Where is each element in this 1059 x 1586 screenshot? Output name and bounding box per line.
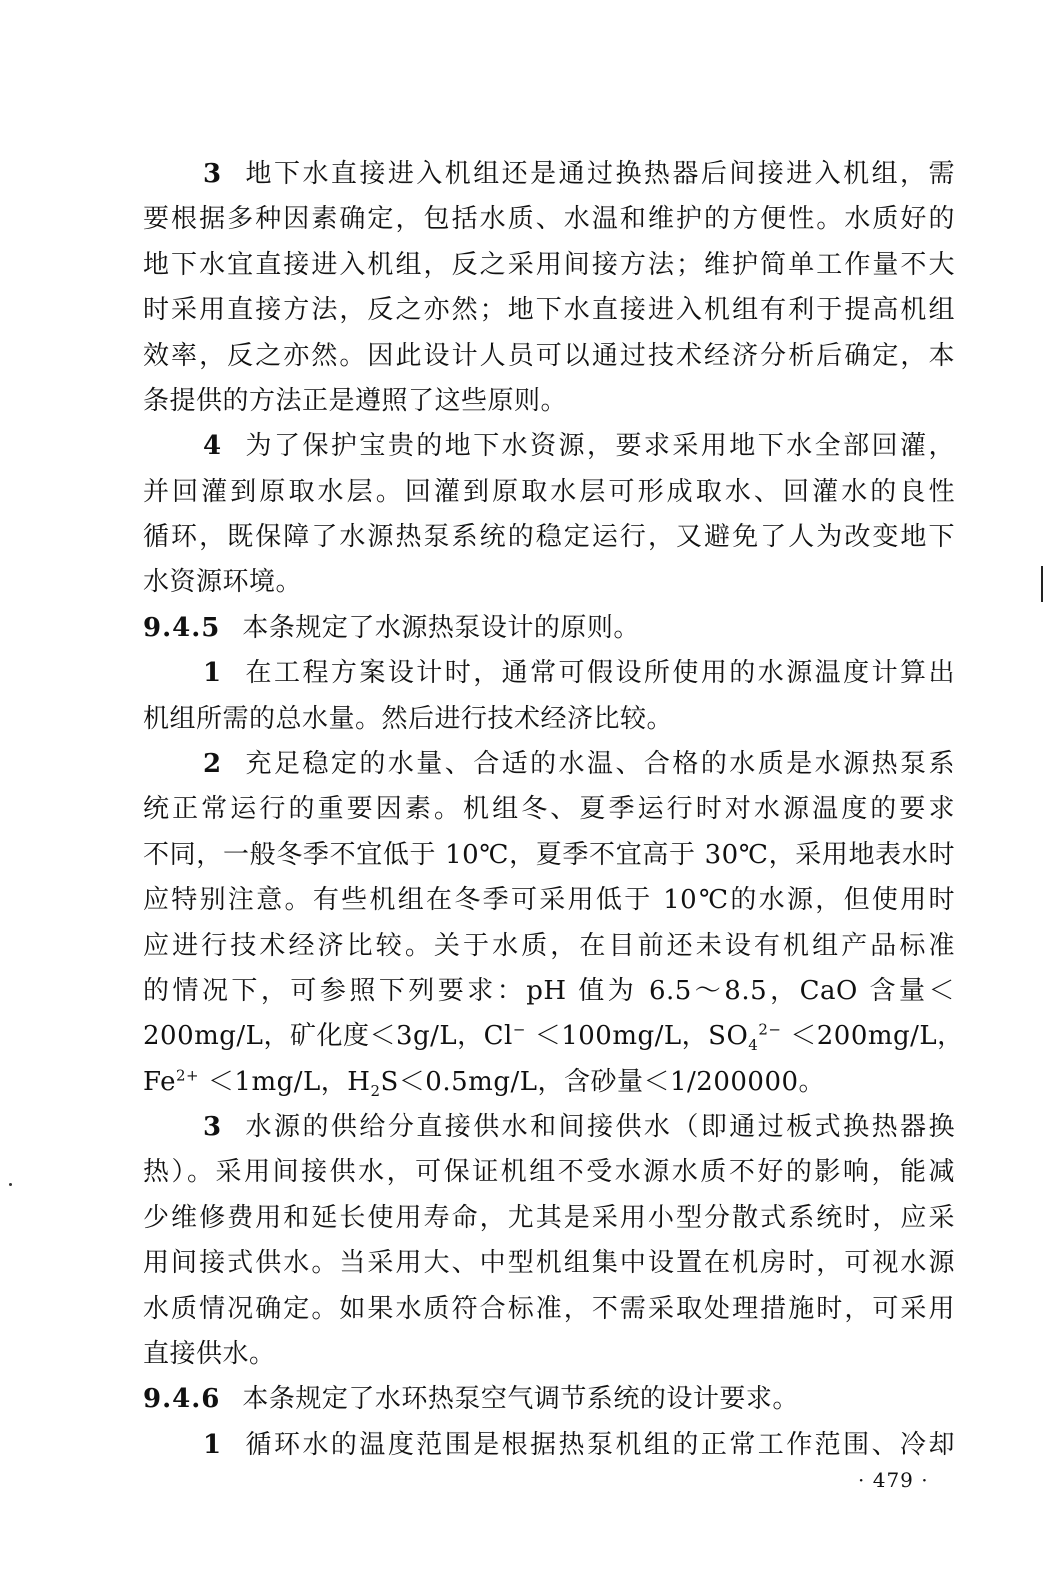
sulfate-subscript: 4 [748,1036,759,1055]
iron-charge: 2+ [176,1066,200,1085]
water-quality-text: ＜100mg/L，SO [525,1021,749,1051]
item3-line1 [203,150,955,198]
clause945-item1-line1 [203,649,955,697]
clause945-item1-line2: 机组所需的总水量。然后进行技术经济比较。 [143,704,674,734]
item-number: 4 [203,431,222,461]
paragraph-text: 水源的供给分直接供水和间接供水（即通过板式换热器换 [243,1112,955,1142]
water-quality-text: S＜0.5mg/L，含砂量＜1/200000。 [380,1067,826,1097]
scan-dot [9,1183,12,1186]
item3-line6: 条提供的方法正是遵照了这些原则。 [143,386,568,416]
clause945-item3-line5: 水质情况确定。如果水质符合标准，不需采取处理措施时，可采用 [143,1294,955,1324]
paragraph-text: 为了保护宝贵的地下水资源，要求采用地下水全部回灌， [243,431,955,461]
hydrogen-subscript: 2 [370,1082,381,1101]
item-number: 3 [203,1112,222,1142]
item3-line2: 要根据多种因素确定，包括水质、水温和维护的方便性。水质好的 [143,204,955,234]
paragraph-text: 地下水直接进入机组还是通过换热器后间接进入机组，需 [243,159,955,189]
clause946-item1-line1 [203,1421,955,1469]
item3-line4: 时采用直接方法，反之亦然；地下水直接进入机组有利于提高机组 [143,295,955,325]
item3-line3: 地下水宜直接进入机组，反之采用间接方法；维护简单工作量不大 [143,250,955,280]
clause945-item3-line2: 热）。采用间接供水，可保证机组不受水源水质不好的影响，能减 [143,1157,955,1187]
item-number: 2 [203,749,222,779]
clause945-item3-line4: 用间接式供水。当采用大、中型机组集中设置在机房时，可视水源 [143,1248,955,1278]
clause945-item3-line3: 少维修费用和延长使用寿命，尤其是采用小型分散式系统时，应采 [143,1203,955,1233]
clause-title: 本条规定了水环热泵空气调节系统的设计要求。 [242,1384,799,1414]
clause-9-4-6-heading [143,1375,955,1423]
clause945-item2-line6: 的情况下，可参照下列要求：pH 值为 6.5～8.5，CaO 含量＜ [143,976,955,1006]
clause945-item2-line3: 不同，一般冬季不宜低于 10℃，夏季不宜高于 30℃，采用地表水时 [143,840,955,870]
clause-9-4-5-heading [143,604,955,652]
clause-title: 本条规定了水源热泵设计的原则。 [242,613,640,643]
paragraph-text: 在工程方案设计时，通常可假设所使用的水源温度计算出 [243,658,955,688]
item-number: 1 [203,658,222,688]
item-number: 3 [203,159,222,189]
item4-line1 [203,422,955,470]
clause945-item2-line8 [143,1058,955,1106]
water-quality-text: Fe [143,1067,177,1097]
clause-number: 9.4.6 [143,1384,221,1414]
water-quality-text: ＜1mg/L，H [199,1067,371,1097]
paragraph-text: 充足稳定的水量、合适的水温、合格的水质是水源热泵系 [243,749,955,779]
clause945-item2-line1 [203,740,955,788]
clause945-item2-line4: 应特别注意。有些机组在冬季可采用低于 10℃的水源，但使用时 [143,885,955,915]
chloride-charge: − [512,1020,526,1039]
item3-line5: 效率，反之亦然。因此设计人员可以通过技术经济分析后确定，本 [143,341,955,371]
water-quality-text: 200mg/L，矿化度＜3g/L，Cl [143,1021,513,1051]
clause945-item3-line1 [203,1103,955,1151]
sulfate-charge: 2− [758,1020,782,1039]
clause945-item2-line7 [143,1012,964,1060]
item4-line4: 水资源环境。 [143,567,303,597]
clause945-item3-line6: 直接供水。 [143,1339,276,1369]
page-number: · 479 · [858,1468,929,1492]
clause945-item2-line2: 统正常运行的重要因素。机组冬、夏季运行时对水源温度的要求 [143,794,955,824]
paragraph-text: 循环水的温度范围是根据热泵机组的正常工作范围、冷却 [243,1430,955,1460]
item4-line3: 循环，既保障了水源热泵系统的稳定运行，又避免了人为改变地下 [143,522,955,552]
clause-number: 9.4.5 [143,613,221,643]
water-quality-text: ＜200mg/L， [781,1021,964,1051]
margin-mark [1041,566,1043,602]
item4-line2: 并回灌到原取水层。回灌到原取水层可形成取水、回灌水的良性 [143,477,955,507]
item-number: 1 [203,1430,222,1460]
clause945-item2-line5: 应进行技术经济比较。关于水质，在目前还未设有机组产品标准 [143,931,955,961]
